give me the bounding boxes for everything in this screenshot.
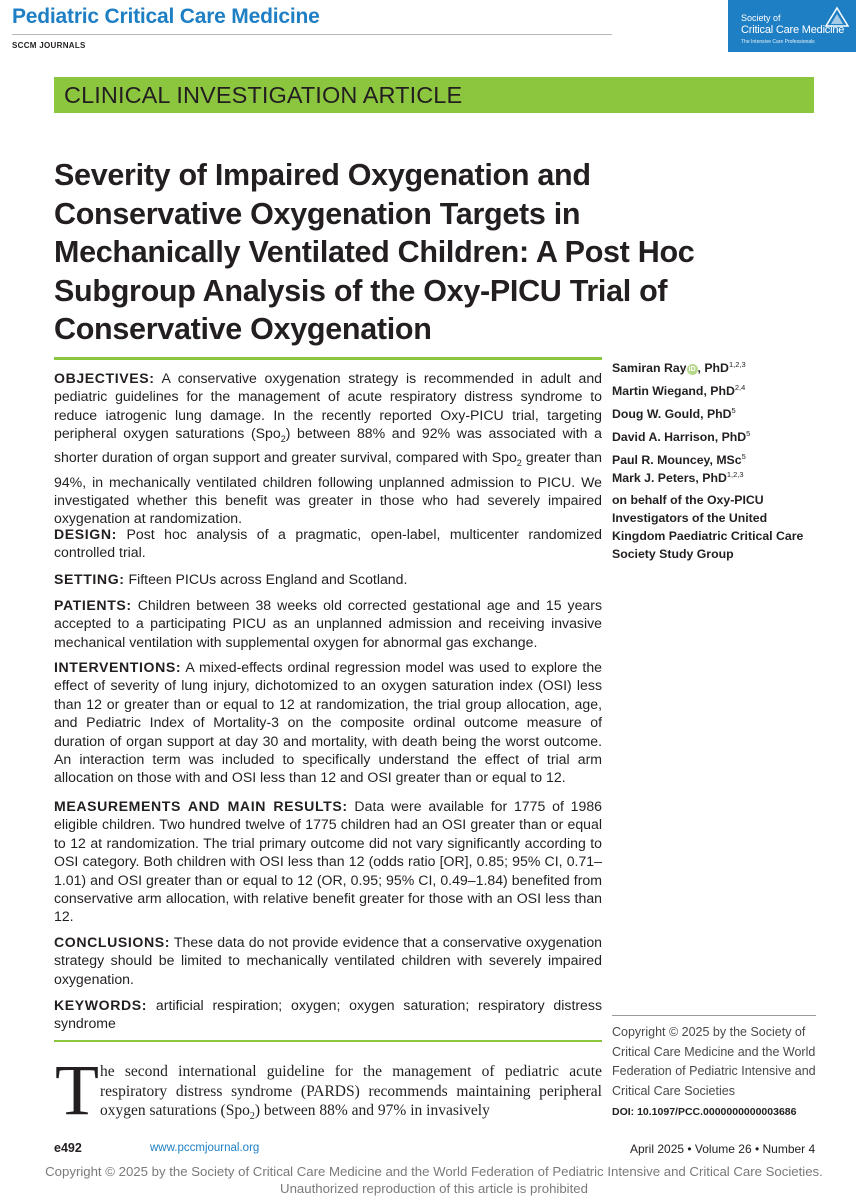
footer-copyright [0,1163,868,1197]
author-name: Martin Wiegand [612,384,704,399]
author-degree: , PhD [714,430,747,445]
journal-website-link[interactable]: www.pccmjournal.org [150,1142,260,1154]
copyright-divider [612,1015,816,1016]
author-line [612,470,744,485]
author-degree: , PhD [700,407,732,422]
spo2-label: Spo$_2$ [255,425,286,445]
journal-title: Pediatric Critical Care Medicine [12,5,320,28]
abstract-design [54,525,602,562]
author-affiliation: 5 [741,452,746,461]
section-text: artificial respiration; oxygen; oxygen saturation; respiratory distress syndrome [54,997,602,1032]
author-name: Mark J. Peters [612,471,696,486]
abstract-interventions [54,658,602,787]
author-affiliation: 1,2,3 [726,470,744,479]
sccm-logo [728,0,856,52]
spo2-label: Spo$_2$ [225,1102,255,1123]
author-degree: , MSc [709,453,742,468]
author-name: Doug W. Gould [612,407,701,422]
body-text: he second international guideline for the management of pediatric acute respiratory distress syndrome (PARDS) recommends maintaining peripheral oxygen saturations ( [100,1063,602,1119]
abstract-patients [54,596,602,651]
section-text: greater than 94%, in mechanically ventilated children following unplanned admission to PICU. We investigated whether this benefit was greater in those who had severely impaired oxygenation at randomization. [54,449,603,527]
article-type-label: CLINICAL INVESTIGATION ARTICLE [64,82,463,108]
header-divider [12,34,612,35]
abstract-keywords [54,996,602,1033]
copyright-notice: Copyright © 2025 by the Society of Critical Care Medicine and the World Federation of Pediatric Intensive and Critical Care Societies [612,1025,816,1098]
author-line [612,383,745,398]
issue-info: April 2025 • Volume 26 • Number 4 [630,1142,816,1156]
section-text: A mixed-effects ordinal regression model was used to explore the effect of severity of lung injury, dichotomized to an oxygen saturation index (OSI) less than 12 or greater than or equal to 12 at randomization, the trial group allocation, age, and Pediatric Index of Mortality-3 on the composite ordinal outcome measure of duration of organ support at day 30 and mortality, with death being the worst outcome. An interaction term was included to specifically understand the effect of trial arm allocation on those with and OSI less than 12 and OSI greater than or equal to 12. [54,659,603,786]
author-affiliation: 1,2,3 [728,360,746,369]
abstract-objectives [54,369,602,528]
section-head: SETTING: [54,571,125,587]
author-name: David A. Harrison [612,430,715,445]
body-divider [54,1040,602,1042]
author-affiliation: 5 [746,429,751,438]
abstract-results [54,797,602,926]
section-text: ) between 88% and 92% was associated with a shorter duration of organ support and greater survival, compared with [54,425,602,466]
section-head: OBJECTIVES: [54,370,155,386]
abstract-conclusions [54,933,602,988]
journals-label: SCCM JOURNALS [12,41,86,50]
article-title: Severity of Impaired Oxygenation and Conservative Oxygenation Targets in Mechanically Ventilated Children: A Post Hoc Subgroup Analysis of the Oxy-PICU Trial of Conservative Oxygenation [54,158,695,346]
doi-link[interactable]: DOI: 10.1097/PCC.0000000000003686 [612,1106,797,1118]
drop-cap: T [55,1050,99,1130]
section-head: PATIENTS: [54,597,132,613]
orcid-icon[interactable]: iD [688,366,696,374]
body-text: ) between 88% and 97% in invasively [254,1102,490,1119]
section-text: Children between 38 weeks old corrected gestational age and 15 years accepted to a participating PICU as an unplanned admission and receiving invasive mechanical ventilation with supplemental oxygen for abnormal gas exchange. [54,597,602,650]
section-head: KEYWORDS: [54,997,148,1013]
title-divider [54,357,602,360]
author-line [612,429,750,444]
abstract-setting [54,570,602,588]
author-degree: , PhD [695,471,727,486]
logo-line-1: Society of [741,13,781,23]
section-head: MEASUREMENTS AND MAIN RESULTS: [54,798,348,814]
section-text: Fifteen PICUs across England and Scotland. [128,571,408,587]
section-text: Data were available for 1775 of 1986 eligible children. Two hundred twelve of 1775 children had an OSI greater than or equal to 12 at randomization. The trial primary outcome did not vary significantly according to OSI category. Both children with OSI less than 12 (odds ratio [OR], 0.85; 95% CI, 0.71–1.01) and OSI greater than or equal to 12 (OR, 0.95; 95% CI, 0.49–1.84) benefited from conservative arm allocation, with relative benefit greater for those with an OSI less than 12. [54,798,603,925]
author-name: Paul R. Mouncey [612,453,710,468]
author-name: Samiran Ray [612,361,687,376]
author-affiliation: 2,4 [734,383,746,392]
article-type-banner [54,77,814,113]
study-group-attribution: on behalf of the Oxy-PICU Investigators of the United Kingdom Paediatric Critical Care Society Study Group [612,493,804,561]
author-affiliation: 5 [731,406,736,415]
author-line [612,406,736,421]
spo2-label: Spo$_2$ [491,449,522,469]
logo-line-2: Critical Care Medicine [741,24,845,36]
footer-copyright-line: Copyright © 2025 by the Society of Critical Care Medicine and the World Federation of Pediatric Intensive and Critical Care Societies. [45,1164,823,1179]
author-degree: , PhD [703,384,735,399]
author-degree: , PhD [697,361,729,376]
section-head: CONCLUSIONS: [54,934,171,950]
section-text: Post hoc analysis of a pragmatic, open-label, multicenter randomized controlled trial. [54,526,602,561]
page-number: e492 [54,1141,82,1155]
section-text: These data do not provide evidence that a conservative oxygenation strategy should be limited to mechanically ventilated children with severely impaired oxygenation. [54,934,602,987]
footer-copyright-line: Unauthorized reproduction of this article is prohibited [280,1181,588,1196]
section-head: DESIGN: [54,526,117,542]
logo-tagline: The Intensive Care Professionals [741,39,815,45]
body-paragraph [54,1062,602,1127]
author-line [612,360,746,375]
section-head: INTERVENTIONS: [54,659,182,675]
section-text: A conservative oxygenation strategy is recommended in adult and pediatric guidelines for the management of acute respiratory distress syndrome to reduce iatrogenic lung damage. In the recently reported Oxy-PICU trial, targeting peripheral oxygen saturations ( [54,370,602,442]
author-line [612,452,746,467]
